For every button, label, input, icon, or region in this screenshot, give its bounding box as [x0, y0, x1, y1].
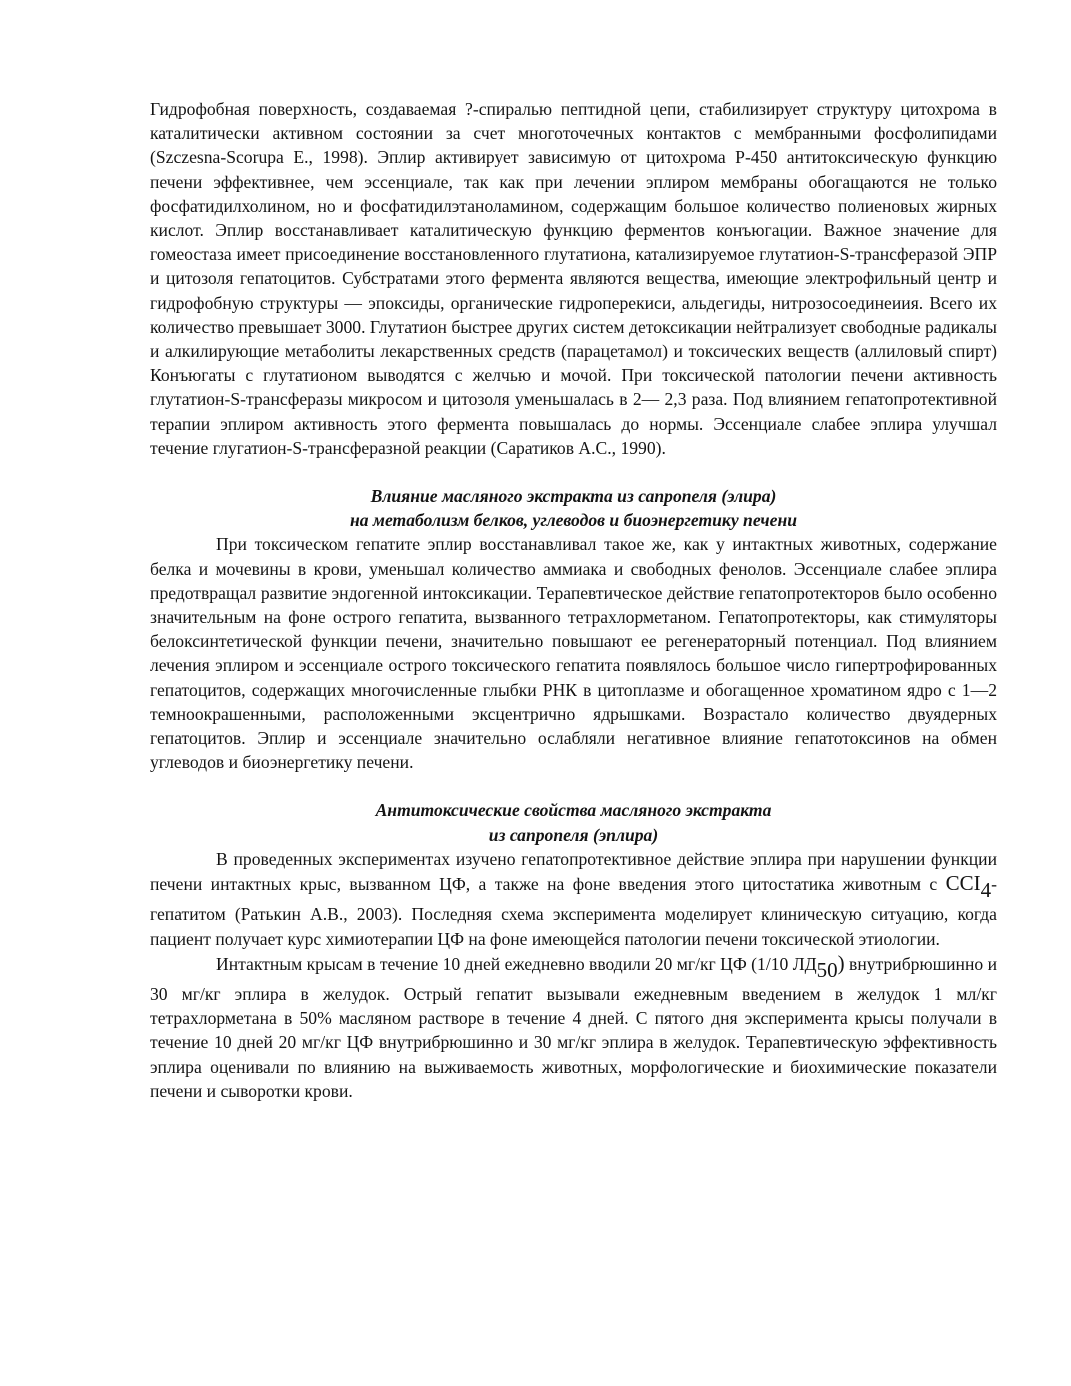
closing-parenthesis: ) [837, 950, 845, 975]
heading-line: на метаболизм белков, углеводов и биоэнергетику печени [349, 510, 798, 531]
paragraph-text: внутрибрюшинно и 30 мг/кг эплира в желудок. Острый гепатит вызывали ежедневным введением в желудок 1 мл/кг тетрахлорметана в 50% масляном растворе в течение 4 дней. С пятого дня эксперимента крысы получали в течение 10 дней 20 мг/кг ЦФ внутрибрюшинно и 30 мг/кг эплира в желудок. Терапевтическую эффективность эплира оценивали по влиянию на выживаемость животных, морфологические и биохимические показатели печени и сыворотки крови. [150, 953, 997, 1101]
section-heading-metabolism [150, 484, 997, 532]
heading-line: из сапропеля (эплира) [488, 824, 659, 845]
paragraph-glutathione: Гидрофобная поверхность, создаваемая ?-спиралью пептидной цепи, стабилизирует структуру цитохрома в каталитически активном состоянии за счет многоточечных контактов с мембранными фосфолипидами (Szczesna-Scorupa E., 1998). Эплир активирует зависимую от цитохрома Р-450 антитоксическую функцию печени эффективнее, чем эссенциале, так как при лечении эплиром мембраны обогащаются не только фосфатидилхолином, но и фосфатидилэтаноламином, содержащим большое количество полиеновых жирных кислот. Эплир восстанавливает каталитическую функцию ферментов конъюгации. Важное значение для гомеостаза имеет присоединение восстановленного глутатиона, катализируемое глутатион-S-трансферазой ЭПР и цитозоля гепатоцитов. Субстратами этого фермента являются вещества, имеющие электрофильный центр и гидрофобную структуры — эпоксиды, органические гидроперекиси, альдегиды, нитрозосоединеиия. Всего их количество превышает 3000. Глутатион быстрее других систем детоксикации нейтрализует свободные радикалы и алкилирующие метаболиты лекарственных средств (парацетамол) и токсических веществ (аллиловый спирт) Конъюгаты с глутатионом выводятся с желчью и мочой. При токсической патологии печени активность глутатион-S-трансферазы микросом и цитозоля уменьшалась в 2— 2,3 раза. Под влиянием гепатопротективной терапии эплиром активность этого фермента повышалась до нормы. Эссенциале слабее эплира улучшал течение глугатион-S-трансферазной реакции (Саратиков А.С., 1990). [150, 99, 997, 458]
formula-subscript: 4 [980, 878, 992, 903]
heading-line: Влияние масляного экстракта из сапропеля (элира) [370, 486, 777, 507]
ld-subscript: 50 [816, 957, 838, 982]
document-page [150, 97, 997, 1103]
paragraph-text: Интактным крысам в течение 10 дней ежедневно вводили 20 мг/кг ЦФ (1/10 ЛД [216, 953, 817, 974]
paragraph-protocol [150, 951, 997, 1103]
paragraph-text: В проведенных экспериментах изучено гепатопротективное действие эплира при нарушении функции печени интактных крыс, вызванном ЦФ, а также на фоне введения этого цитостатика животным с [150, 848, 997, 895]
section-heading-antitoxic [150, 798, 997, 846]
heading-line: Антитоксические свойства масляного экстракта [375, 800, 772, 821]
spacer [150, 774, 997, 798]
paragraph-experiments [150, 847, 997, 951]
paragraph-text: -гепатитом (Ратькин А.В., 2003). Последняя схема эксперимента моделирует клиническую ситуацию, когда пациент получает курс химиотерапии ЦФ на фоне имеющейся патологии печени токсической этиологии. [150, 874, 997, 949]
paragraph-metabolism: При токсическом гепатите эплир восстанавливал такое же, как у интактных животных, содержание белка и мочевины в крови, уменьшал количество аммиака и свободных фенолов. Эссенциале слабее эплира предотвращал развитие эндогенной интоксикации. Терапевтическое действие гепатопротекторов было особенно значительным на фоне острого гепатита, вызванного тетрахлорметаном. Гепатопротекторы, как стимуляторы белоксинтетической функции печени, значительно повышают ее регенераторный потенциал. Под влиянием лечения эплиром и эссенциале острого токсического гепатита появлялось большое число гипертрофированных гепатоцитов, содержащих многочисленные глыбки РНК в цитоплазме и обогащенное хроматином ядро с 1—2 темноокрашенными, расположенными эксцентрично ядрышками. Возрастало количество двуядерных гепатоцитов. Эплир и эссенциале значительно ослабляли негативное влияние гепатотоксинов на обмен углеводов и биоэнергетику печени. [150, 534, 997, 773]
spacer [150, 460, 997, 484]
formula-ccl: CCI [945, 871, 981, 896]
